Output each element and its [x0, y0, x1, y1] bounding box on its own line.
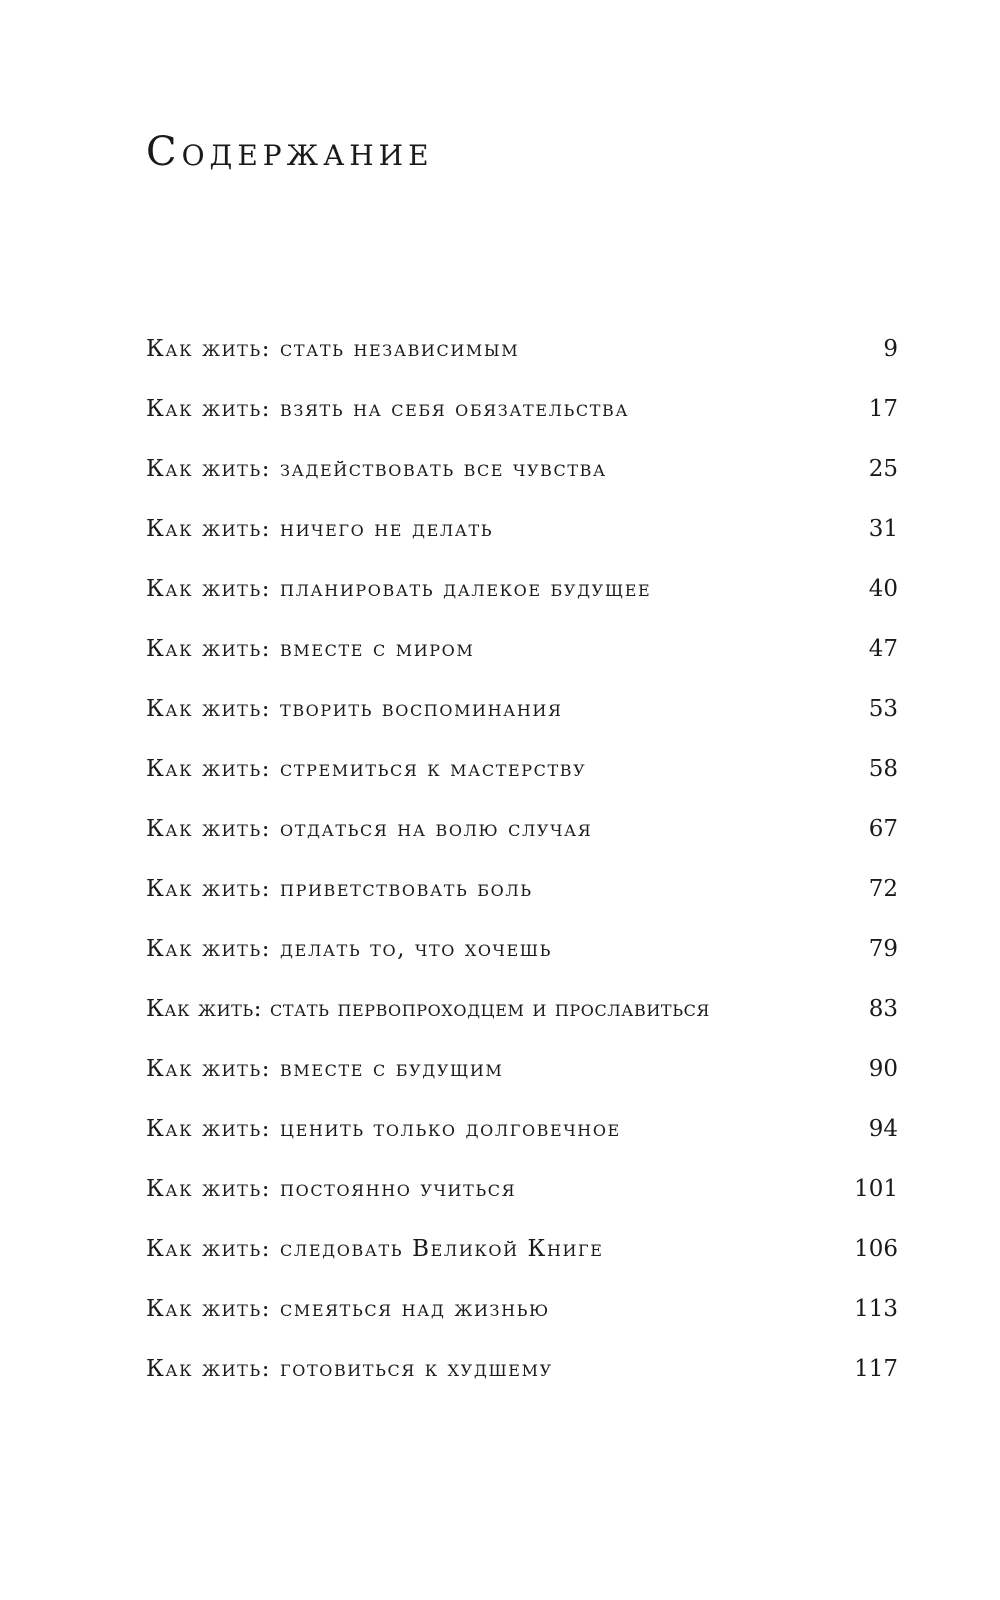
toc-entry-title: Как жить: вместе с миром	[146, 636, 475, 662]
toc-entry-page-number: 106	[854, 1236, 898, 1262]
toc-entry-title: Как жить: взять на себя обязательства	[146, 396, 630, 422]
toc-entry-title: Как жить: приветствовать боль	[146, 876, 533, 902]
toc-entry-title: Как жить: готовиться к худшему	[146, 1356, 553, 1382]
toc-entry-title: Как жить: отдаться на волю случая	[146, 816, 593, 842]
toc-entry[interactable]	[146, 814, 898, 874]
toc-entry[interactable]	[146, 1354, 898, 1414]
toc-entry-title: Как жить: задействовать все чувства	[146, 456, 607, 482]
toc-entry[interactable]	[146, 634, 898, 694]
toc-entry-page-number: 67	[868, 816, 898, 842]
toc-entry-page-number: 25	[868, 456, 898, 482]
toc-entry[interactable]	[146, 994, 898, 1054]
toc-entry[interactable]	[146, 514, 898, 574]
toc-entry-title: Как жить: творить воспоминания	[146, 696, 563, 722]
toc-entry[interactable]	[146, 1174, 898, 1234]
toc-entry-title: Как жить: вместе с будущим	[146, 1056, 504, 1082]
toc-entry-page-number: 31	[868, 516, 898, 542]
toc-entry-page-number: 9	[883, 336, 898, 362]
toc-entry-page-number: 17	[868, 396, 898, 422]
toc-entry[interactable]	[146, 454, 898, 514]
toc-entry-page-number: 40	[868, 576, 898, 602]
toc-entry[interactable]	[146, 754, 898, 814]
toc-entry-page-number: 58	[868, 756, 898, 782]
toc-entry[interactable]	[146, 1054, 898, 1114]
toc-entry-title: Как жить: ценить только долговечное	[146, 1116, 621, 1142]
toc-entry[interactable]	[146, 874, 898, 934]
toc-entry[interactable]	[146, 1234, 898, 1294]
toc-entry-title: Как жить: планировать далекое будущее	[146, 576, 652, 602]
toc-entry-title: Как жить: делать то, что хочешь	[146, 936, 553, 962]
toc-entry-page-number: 90	[868, 1056, 898, 1082]
toc-entry-page-number: 113	[854, 1296, 898, 1322]
toc-entry-page-number: 79	[868, 936, 898, 962]
toc-entry-page-number: 47	[868, 636, 898, 662]
toc-entry[interactable]	[146, 574, 898, 634]
toc-entry-title: Как жить: стать первопроходцем и прославиться	[146, 996, 710, 1022]
toc-entry-page-number: 72	[868, 876, 898, 902]
toc-entry-page-number: 94	[868, 1116, 898, 1142]
toc-entry[interactable]	[146, 1294, 898, 1354]
toc-entry-page-number: 117	[854, 1356, 898, 1382]
toc-entry[interactable]	[146, 694, 898, 754]
toc-entry-page-number: 101	[854, 1176, 898, 1202]
toc-entry-title: Как жить: стать независимым	[146, 336, 520, 362]
toc-entry-title: Как жить: постоянно учиться	[146, 1176, 517, 1202]
toc-entry-title: Как жить: следовать Великой Книге	[146, 1236, 604, 1262]
toc-entry[interactable]	[146, 1114, 898, 1174]
toc-entry-page-number: 83	[868, 996, 898, 1022]
table-of-contents	[146, 334, 898, 1414]
toc-entry-title: Как жить: ничего не делать	[146, 516, 494, 542]
toc-entry[interactable]	[146, 334, 898, 394]
toc-entry-page-number: 53	[868, 696, 898, 722]
toc-entry-title: Как жить: смеяться над жизнью	[146, 1296, 550, 1322]
page-title: Содержание	[146, 129, 434, 175]
toc-entry[interactable]	[146, 394, 898, 454]
toc-entry-title: Как жить: стремиться к мастерству	[146, 756, 587, 782]
toc-entry[interactable]	[146, 934, 898, 994]
